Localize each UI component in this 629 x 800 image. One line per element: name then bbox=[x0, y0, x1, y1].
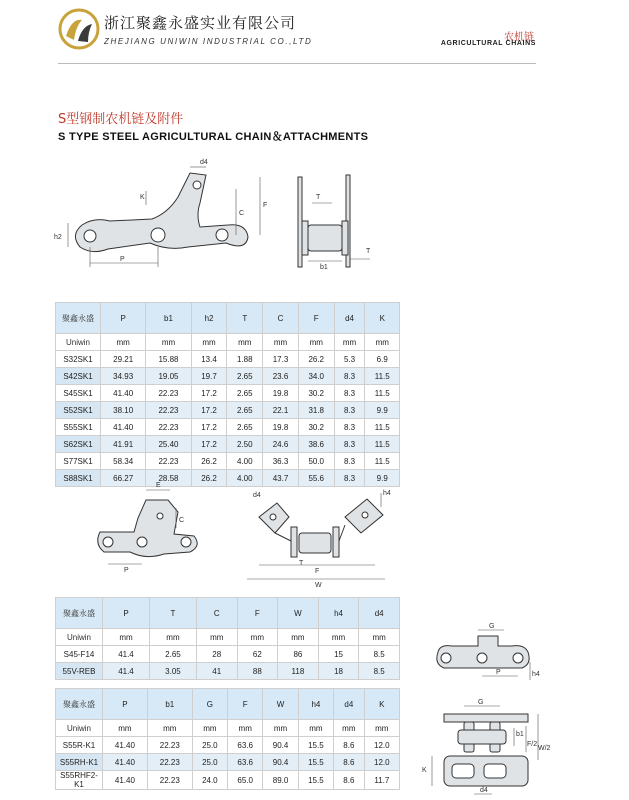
unit-cell: mm bbox=[298, 334, 334, 351]
value-cell: 19.7 bbox=[191, 368, 227, 385]
value-cell: 2.65 bbox=[149, 646, 196, 663]
value-cell: 30.2 bbox=[298, 385, 334, 402]
dim-label: F/2 bbox=[527, 741, 538, 748]
column-header: d4 bbox=[334, 303, 365, 334]
unit-cell: mm bbox=[228, 720, 263, 737]
value-cell: 8.3 bbox=[334, 436, 365, 453]
dim-label: b1 bbox=[320, 264, 328, 271]
value-cell: 15.88 bbox=[146, 351, 191, 368]
table-row bbox=[56, 385, 400, 402]
model-cell: S62SK1 bbox=[56, 436, 101, 453]
value-cell: 19.8 bbox=[263, 385, 299, 402]
value-cell: 50.0 bbox=[298, 453, 334, 470]
column-header: b1 bbox=[146, 303, 191, 334]
dim-label: K bbox=[140, 194, 145, 201]
value-cell: 2.65 bbox=[227, 368, 263, 385]
value-cell: 22.1 bbox=[263, 402, 299, 419]
value-cell: 12.0 bbox=[364, 737, 399, 754]
value-cell: 11.5 bbox=[365, 453, 400, 470]
brand-cn-cell: 聚鑫永盛 bbox=[56, 689, 103, 720]
dim-label: G bbox=[478, 699, 484, 706]
dim-label: G bbox=[489, 623, 495, 630]
column-header: P bbox=[101, 303, 146, 334]
table-row bbox=[56, 771, 400, 790]
value-cell: 4.00 bbox=[227, 453, 263, 470]
column-header: F bbox=[298, 303, 334, 334]
value-cell: 41.4 bbox=[103, 663, 150, 680]
dim-label: W/2 bbox=[538, 745, 551, 752]
value-cell: 18 bbox=[318, 663, 359, 680]
table-row bbox=[56, 737, 400, 754]
value-cell: 17.3 bbox=[263, 351, 299, 368]
value-cell: 2.65 bbox=[227, 402, 263, 419]
brand-cn-cell: 聚鑫永盛 bbox=[56, 598, 103, 629]
unit-cell: mm bbox=[318, 629, 359, 646]
model-cell: S45-F14 bbox=[56, 646, 103, 663]
unit-cell: mm bbox=[334, 720, 365, 737]
value-cell: 66.27 bbox=[101, 470, 146, 487]
dim-label: d4 bbox=[480, 787, 488, 794]
dim-label: d4 bbox=[200, 159, 208, 166]
company-name-en: ZHEJIANG UNIWIN INDUSTRIAL CO.,LTD bbox=[104, 37, 313, 46]
value-cell: 24.0 bbox=[192, 771, 227, 790]
brand-en-cell: Uniwin bbox=[56, 334, 101, 351]
unit-cell: mm bbox=[278, 629, 319, 646]
column-header: G bbox=[192, 689, 227, 720]
value-cell: 41.40 bbox=[103, 737, 148, 754]
value-cell: 24.6 bbox=[263, 436, 299, 453]
value-cell: 28 bbox=[196, 646, 237, 663]
double-attachment-drawing bbox=[245, 485, 395, 590]
value-cell: 86 bbox=[278, 646, 319, 663]
column-header: W bbox=[278, 598, 319, 629]
unit-cell: mm bbox=[101, 334, 146, 351]
model-cell: S55RHF2-K1 bbox=[56, 771, 103, 790]
table-row bbox=[56, 453, 400, 470]
dim-label: h4 bbox=[383, 490, 391, 497]
value-cell: 25.40 bbox=[146, 436, 191, 453]
value-cell: 8.6 bbox=[334, 771, 365, 790]
dim-label: C bbox=[239, 210, 245, 217]
dim-label: P bbox=[124, 567, 129, 574]
table-row bbox=[56, 646, 400, 663]
value-cell: 41 bbox=[196, 663, 237, 680]
value-cell: 19.05 bbox=[146, 368, 191, 385]
unit-cell: mm bbox=[227, 334, 263, 351]
value-cell: 90.4 bbox=[263, 754, 298, 771]
value-cell: 6.9 bbox=[365, 351, 400, 368]
model-cell: S55R-K1 bbox=[56, 737, 103, 754]
value-cell: 22.23 bbox=[146, 385, 191, 402]
value-cell: 55.6 bbox=[298, 470, 334, 487]
value-cell: 15.5 bbox=[298, 771, 333, 790]
value-cell: 63.6 bbox=[228, 737, 263, 754]
table-row bbox=[56, 419, 400, 436]
section-name-cn: 农机链 bbox=[504, 32, 534, 43]
value-cell: 25.0 bbox=[192, 754, 227, 771]
model-cell: S55RH-K1 bbox=[56, 754, 103, 771]
column-header: b1 bbox=[147, 689, 192, 720]
value-cell: 8.3 bbox=[334, 453, 365, 470]
value-cell: 30.2 bbox=[298, 419, 334, 436]
brand-en-cell: Uniwin bbox=[56, 629, 103, 646]
value-cell: 38.6 bbox=[298, 436, 334, 453]
unit-cell: mm bbox=[237, 629, 278, 646]
unit-cell: mm bbox=[263, 334, 299, 351]
value-cell: 28.58 bbox=[146, 470, 191, 487]
value-cell: 11.5 bbox=[365, 385, 400, 402]
unit-cell: mm bbox=[359, 629, 400, 646]
dim-label: h2 bbox=[54, 234, 62, 241]
column-header: F bbox=[237, 598, 278, 629]
value-cell: 41.40 bbox=[103, 754, 148, 771]
value-cell: 43.7 bbox=[263, 470, 299, 487]
value-cell: 2.65 bbox=[227, 385, 263, 402]
value-cell: 8.6 bbox=[334, 754, 365, 771]
brand-cn-cell: 聚鑫永盛 bbox=[56, 303, 101, 334]
value-cell: 65.0 bbox=[228, 771, 263, 790]
value-cell: 23.6 bbox=[263, 368, 299, 385]
value-cell: 26.2 bbox=[191, 453, 227, 470]
g-attachment-drawing bbox=[432, 622, 540, 684]
unit-cell: mm bbox=[146, 334, 191, 351]
unit-cell: mm bbox=[196, 629, 237, 646]
value-cell: 8.3 bbox=[334, 470, 365, 487]
brand-en-cell: Uniwin bbox=[56, 720, 103, 737]
dim-label: P bbox=[496, 669, 501, 676]
chain-attachment-drawing bbox=[50, 155, 390, 280]
column-header: T bbox=[227, 303, 263, 334]
value-cell: 1.88 bbox=[227, 351, 263, 368]
value-cell: 5.3 bbox=[334, 351, 365, 368]
column-header: K bbox=[365, 303, 400, 334]
dim-label: C bbox=[179, 517, 185, 524]
value-cell: 8.5 bbox=[359, 646, 400, 663]
value-cell: 38.10 bbox=[101, 402, 146, 419]
model-cell: S52SK1 bbox=[56, 402, 101, 419]
unit-cell: mm bbox=[149, 629, 196, 646]
value-cell: 22.23 bbox=[146, 453, 191, 470]
column-header: W bbox=[263, 689, 298, 720]
page-title-en: S TYPE STEEL AGRICULTURAL CHAIN＆ATTACHMENTS bbox=[58, 131, 369, 143]
dim-label: h4 bbox=[532, 671, 540, 678]
value-cell: 4.00 bbox=[227, 470, 263, 487]
dim-label: d4 bbox=[253, 492, 261, 499]
dim-label: T bbox=[366, 248, 371, 255]
value-cell: 25.0 bbox=[192, 737, 227, 754]
value-cell: 2.50 bbox=[227, 436, 263, 453]
value-cell: 22.23 bbox=[146, 419, 191, 436]
model-cell: S45SK1 bbox=[56, 385, 101, 402]
value-cell: 26.2 bbox=[191, 470, 227, 487]
dim-label: K bbox=[422, 767, 427, 774]
dim-label: F bbox=[315, 568, 320, 575]
value-cell: 9.9 bbox=[365, 402, 400, 419]
spec-table-f14 bbox=[55, 597, 400, 680]
table-row bbox=[56, 663, 400, 680]
column-header: P bbox=[103, 598, 150, 629]
bent-attachment-drawing bbox=[90, 478, 230, 578]
dim-label: W bbox=[315, 582, 322, 589]
value-cell: 17.2 bbox=[191, 419, 227, 436]
value-cell: 29.21 bbox=[101, 351, 146, 368]
value-cell: 19.8 bbox=[263, 419, 299, 436]
value-cell: 2.65 bbox=[227, 419, 263, 436]
unit-cell: mm bbox=[364, 720, 399, 737]
column-header: F bbox=[228, 689, 263, 720]
value-cell: 15.5 bbox=[298, 754, 333, 771]
dim-label: P bbox=[120, 256, 125, 263]
value-cell: 8.3 bbox=[334, 419, 365, 436]
value-cell: 41.4 bbox=[103, 646, 150, 663]
value-cell: 88 bbox=[237, 663, 278, 680]
value-cell: 118 bbox=[278, 663, 319, 680]
unit-cell: mm bbox=[103, 720, 148, 737]
value-cell: 22.23 bbox=[147, 737, 192, 754]
value-cell: 8.6 bbox=[334, 737, 365, 754]
value-cell: 31.8 bbox=[298, 402, 334, 419]
value-cell: 90.4 bbox=[263, 737, 298, 754]
value-cell: 22.23 bbox=[147, 754, 192, 771]
table-row bbox=[56, 351, 400, 368]
value-cell: 15.5 bbox=[298, 737, 333, 754]
column-header: K bbox=[364, 689, 399, 720]
value-cell: 13.4 bbox=[191, 351, 227, 368]
page-header bbox=[0, 0, 629, 70]
table-row bbox=[56, 402, 400, 419]
value-cell: 8.3 bbox=[334, 368, 365, 385]
value-cell: 9.9 bbox=[365, 470, 400, 487]
page-title-cn: S型钢制农机链及附件 bbox=[58, 112, 184, 127]
value-cell: 11.5 bbox=[365, 436, 400, 453]
value-cell: 41.40 bbox=[103, 771, 148, 790]
column-header: C bbox=[263, 303, 299, 334]
dim-label: T bbox=[299, 560, 304, 567]
unit-cell: mm bbox=[147, 720, 192, 737]
unit-cell: mm bbox=[103, 629, 150, 646]
value-cell: 17.2 bbox=[191, 385, 227, 402]
value-cell: 63.6 bbox=[228, 754, 263, 771]
value-cell: 11.7 bbox=[364, 771, 399, 790]
company-name-cn: 浙江聚鑫永盛实业有限公司 bbox=[104, 14, 297, 32]
model-cell: S88SK1 bbox=[56, 470, 101, 487]
column-header: T bbox=[149, 598, 196, 629]
k1-attachment-drawing bbox=[418, 699, 551, 798]
unit-cell: mm bbox=[365, 334, 400, 351]
spec-table-sk1 bbox=[55, 302, 400, 487]
column-header: C bbox=[196, 598, 237, 629]
value-cell: 34.0 bbox=[298, 368, 334, 385]
value-cell: 8.3 bbox=[334, 402, 365, 419]
company-logo-icon bbox=[58, 8, 100, 50]
table-row bbox=[56, 368, 400, 385]
model-cell: 55V-REB bbox=[56, 663, 103, 680]
value-cell: 8.5 bbox=[359, 663, 400, 680]
value-cell: 26.2 bbox=[298, 351, 334, 368]
value-cell: 41.91 bbox=[101, 436, 146, 453]
table-row bbox=[56, 436, 400, 453]
table-row bbox=[56, 754, 400, 771]
column-header: d4 bbox=[359, 598, 400, 629]
dim-label: b1 bbox=[516, 731, 524, 738]
spec-table-k1 bbox=[55, 688, 400, 790]
model-cell: S42SK1 bbox=[56, 368, 101, 385]
value-cell: 89.0 bbox=[263, 771, 298, 790]
value-cell: 15 bbox=[318, 646, 359, 663]
value-cell: 41.40 bbox=[101, 385, 146, 402]
unit-cell: mm bbox=[191, 334, 227, 351]
model-cell: S55SK1 bbox=[56, 419, 101, 436]
unit-cell: mm bbox=[263, 720, 298, 737]
unit-cell: mm bbox=[192, 720, 227, 737]
unit-cell: mm bbox=[334, 334, 365, 351]
value-cell: 11.5 bbox=[365, 368, 400, 385]
section-name-en: AGRICULTURAL CHAINS bbox=[440, 40, 536, 47]
value-cell: 8.3 bbox=[334, 385, 365, 402]
value-cell: 22.23 bbox=[147, 771, 192, 790]
dim-label: E bbox=[156, 482, 161, 489]
column-header: P bbox=[103, 689, 148, 720]
value-cell: 11.5 bbox=[365, 419, 400, 436]
column-header: h4 bbox=[298, 689, 333, 720]
column-header: h4 bbox=[318, 598, 359, 629]
value-cell: 17.2 bbox=[191, 436, 227, 453]
dim-label: T bbox=[316, 194, 321, 201]
value-cell: 12.0 bbox=[364, 754, 399, 771]
column-header: d4 bbox=[334, 689, 365, 720]
model-cell: S32SK1 bbox=[56, 351, 101, 368]
unit-cell: mm bbox=[298, 720, 333, 737]
value-cell: 62 bbox=[237, 646, 278, 663]
value-cell: 58.34 bbox=[101, 453, 146, 470]
dim-label: F bbox=[263, 202, 268, 209]
value-cell: 22.23 bbox=[146, 402, 191, 419]
value-cell: 36.3 bbox=[263, 453, 299, 470]
value-cell: 34.93 bbox=[101, 368, 146, 385]
value-cell: 41.40 bbox=[101, 419, 146, 436]
value-cell: 3.05 bbox=[149, 663, 196, 680]
column-header: h2 bbox=[191, 303, 227, 334]
header-divider bbox=[58, 63, 536, 64]
value-cell: 17.2 bbox=[191, 402, 227, 419]
model-cell: S77SK1 bbox=[56, 453, 101, 470]
